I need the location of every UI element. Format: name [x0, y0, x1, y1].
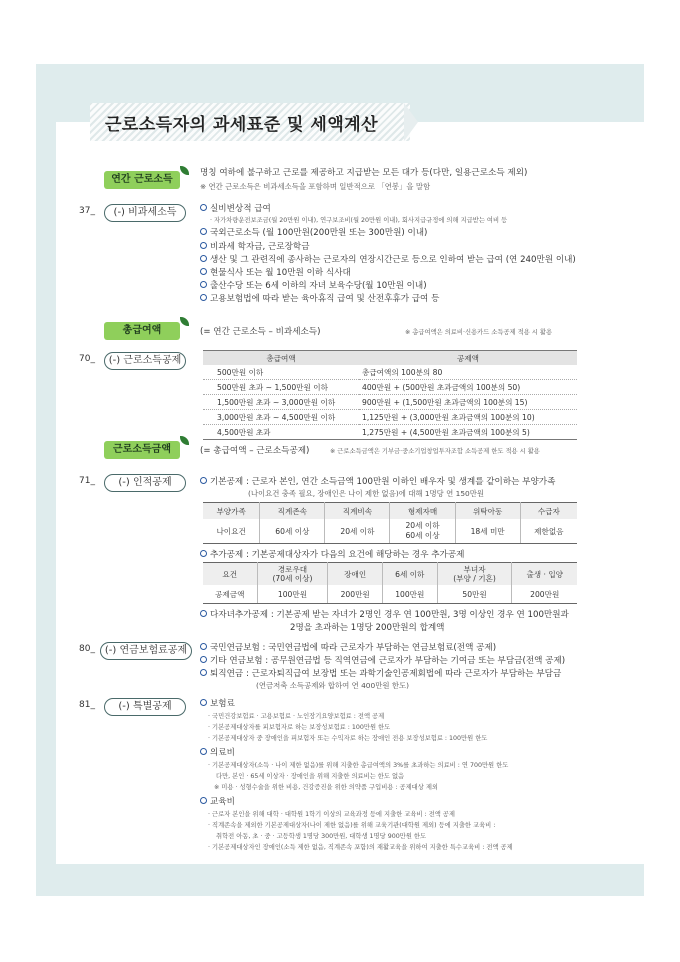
medical-line: ※ 미용 · 성형수술을 위한 비용, 건강증진을 위한 의약품 구입비용 : 공제대상 제외 — [214, 784, 438, 791]
table-header: 부녀자 (부양 / 기혼) — [437, 563, 512, 586]
education-line: · 근로자 본인을 위해 대학 · 대학원 1학기 이상의 교육과정 등에 지출한 교육비 : 전액 공제 — [208, 811, 455, 818]
annual-income-note: ※ 연간 근로소득은 비과세소득을 포함하며 일반적으로 「연봉」을 말함 — [200, 182, 431, 191]
gross-pay-tag: 총급여액 — [104, 322, 180, 340]
special-deduction-label: (-) 특별공제 — [104, 698, 186, 716]
pension-item: 국민연금보험 : 국민연금법에 따라 근로자가 부담하는 연금보험료(전액 공제) — [200, 641, 496, 653]
page-ref: 71_ — [79, 476, 95, 486]
education-title: 교육비 — [200, 795, 235, 807]
nontaxable-subitem: · 자가차량운전보조금(월 20만원 이내), 연구보조비(월 20만원 이내), 회사지급규정에 의해 지급받는 여비 등 — [210, 217, 508, 224]
table-row: 3,000만원 초과 ~ 4,500만원 이하 1,125만원 + (3,000만원 초과금액의 100분의 10) — [203, 410, 577, 425]
medical-line: 다만, 본인 · 65세 이상자 · 장애인을 위해 지출한 의료비는 한도 없음 — [216, 773, 405, 780]
table-row: 500만원 이하 총급여액의 100분의 80 — [203, 365, 577, 380]
table-row: 4,500만원 초과 1,275만원 + (4,500만원 초과금액의 100분의 5) — [203, 425, 577, 440]
pension-deduction-label: (-) 연금보험료공제 — [100, 642, 192, 660]
bullet-icon — [200, 242, 207, 249]
education-line: · 직계존속을 제외한 기본공제대상자(나이 제한 없음)를 위해 교육기관(대학원 제외) 등에 지출한 교육비 : — [208, 822, 496, 829]
table-row: 나이요건 60세 이상 20세 이하 20세 이하 60세 이상 18세 미만 제한없음 — [203, 519, 577, 544]
table-header: 형제자매 — [390, 503, 455, 520]
nontaxable-item: 고용보험법에 따라 받는 육아휴직 급여 및 산전후휴가 급여 등 — [200, 292, 439, 304]
annual-income-tag: 연간 근로소득 — [104, 171, 180, 189]
table-header: 경로우대 (70세 이상) — [257, 563, 328, 586]
earned-income-formula: (= 총급여액 – 근로소득공제) — [200, 446, 310, 456]
personal-deduction-label: (-) 인적공제 — [104, 474, 186, 492]
education-line: 취학전 아동, 초 · 중 · 고등학생 1명당 300만원, 대학생 1명당 900만원 한도 — [216, 833, 427, 840]
table-header: 출생 · 입양 — [512, 563, 577, 586]
page-ref: 70_ — [79, 354, 95, 364]
table-header: 수급자 — [520, 503, 577, 520]
bullet-icon — [200, 550, 207, 557]
page-ref: 37_ — [79, 206, 95, 216]
table-header: 위탁아동 — [455, 503, 520, 520]
earned-deduction-label: (-) 근로소득공제 — [104, 352, 186, 370]
gross-pay-note: ※ 총급여액은 의료비·신용카드 소득공제 적용 시 활용 — [405, 329, 553, 336]
bullet-icon — [200, 204, 207, 211]
table-header: 장애인 — [328, 563, 383, 586]
page-ref: 81_ — [79, 700, 95, 710]
table-header: 부양가족 — [203, 503, 260, 520]
nontaxable-item: 현물식사 또는 월 10만원 이하 식사대 — [200, 266, 351, 278]
medical-title: 의료비 — [200, 746, 235, 758]
table-header: 공제액 — [359, 351, 577, 366]
bullet-icon — [200, 268, 207, 275]
nontaxable-item: 비과세 학자금, 근로장학금 — [200, 240, 310, 252]
bullet-icon — [200, 610, 207, 617]
table-header: 직계존속 — [260, 503, 325, 520]
earned-income-tag: 근로소득금액 — [104, 441, 180, 459]
bullet-icon — [200, 255, 207, 262]
nontaxable-item: 출산수당 또는 6세 이하의 자녀 보육수당(월 10만원 이내) — [200, 279, 427, 291]
insurance-title: 보험료 — [200, 697, 235, 709]
nontaxable-item: 국외근로소득 (월 100만원(200만원 또는 300만원) 이내) — [200, 226, 427, 238]
nontaxable-label: (-) 비과세소득 — [104, 204, 186, 222]
pension-sub: (연금저축 소득공제와 합하여 연 400만원 한도) — [256, 681, 409, 690]
bullet-icon — [200, 748, 207, 755]
insurance-line: · 기본공제대상자 중 장애인을 피보험자 또는 수익자로 하는 장애인 전용 보장성보험료 : 100만원 한도 — [208, 735, 488, 742]
bullet-icon — [200, 643, 207, 650]
pension-item: 퇴직연금 : 근로자퇴직급여 보장법 또는 과학기술인공제회법에 따라 근로자가 부담하는 부담금 — [200, 667, 561, 679]
medical-line: · 기본공제대상자(소득 · 나이 제한 없음)를 위해 지출한 총급여액의 3%를 초과하는 의료비 : 연 700만원 한도 — [208, 762, 509, 769]
annual-income-desc: 명칭 여하에 불구하고 근로를 제공하고 지급받는 모든 대가 등(다만, 일용근로소득 제외) — [200, 168, 528, 178]
pension-item: 기타 연금보험 : 공무원연금법 등 직역연금에 근로자가 부담하는 기여금 또는 부담금(전액 공제) — [200, 654, 565, 666]
bullet-icon — [200, 699, 207, 706]
earned-income-note: ※ 근로소득금액은 기부금·중소기업창업투자조합 소득공제 한도 적용 시 활용 — [330, 448, 540, 455]
bullet-icon — [200, 294, 207, 301]
basic-deduction-text: 기본공제 : 근로자 본인, 연간 소득금액 100만원 이하인 배우자 및 생계를 같이하는 부양가족 — [200, 475, 555, 487]
page-title: 근로소득자의 과세표준 및 세액계산 — [105, 115, 379, 135]
nontaxable-item: 생산 및 그 관련직에 종사하는 근로자의 연장시간근로 등으로 인하여 받는 급여 (연 240만원 이내) — [200, 253, 576, 265]
bullet-icon — [200, 228, 207, 235]
child-deduction-sub: 2명을 초과하는 1명당 200만원의 합계액 — [290, 623, 445, 633]
earned-deduction-table — [203, 350, 577, 440]
table-header: 총급여액 — [203, 351, 359, 366]
insurance-line: · 국민건강보험료 · 고용보험료 · 노인장기요양보험료 : 전액 공제 — [208, 713, 385, 720]
education-line: · 기본공제대상자인 장애인(소득 제한 없음, 직계존속 포함)의 재활교육을 위하여 지출한 특수교육비 : 전액 공제 — [208, 844, 513, 851]
table-row: 공제금액 100만원 200만원 100만원 50만원 200만원 — [203, 585, 577, 604]
nontaxable-item: 실비변상적 급여 — [200, 202, 271, 214]
extra-deduction-text: 추가공제 : 기본공제대상자가 다음의 요건에 해당하는 경우 추가공제 — [200, 548, 464, 560]
gross-pay-formula: (= 연간 근로소득 – 비과세소득) — [200, 327, 321, 337]
bullet-icon — [200, 656, 207, 663]
page-ref: 80_ — [79, 644, 95, 654]
table-header: 요건 — [203, 563, 257, 586]
extra-deduction-table — [203, 562, 577, 604]
bullet-icon — [200, 669, 207, 676]
insurance-line: · 기본공제대상자를 피보험자로 하는 보장성보험료 : 100만원 한도 — [208, 724, 391, 731]
table-header: 직계비속 — [325, 503, 390, 520]
basic-deduction-table — [203, 502, 577, 544]
basic-deduction-sub: (나이요건 충족 필요, 장애인은 나이 제한 없음)에 대해 1명당 연 150만원 — [248, 489, 485, 498]
bullet-icon — [200, 281, 207, 288]
bullet-icon — [200, 797, 207, 804]
table-row: 500만원 초과 ~ 1,500만원 이하 400만원 + (500만원 초과금액의 100분의 50) — [203, 380, 577, 395]
title-banner-cap — [404, 103, 418, 141]
child-deduction-text: 다자녀추가공제 : 기본공제 받는 자녀가 2명인 경우 연 100만원, 3명 이상인 경우 연 100만원과 — [200, 608, 569, 620]
table-header: 6세 이하 — [382, 563, 437, 586]
bullet-icon — [200, 477, 207, 484]
table-row: 1,500만원 초과 ~ 3,000만원 이하 900만원 + (1,500만원 초과금액의 100분의 15) — [203, 395, 577, 410]
